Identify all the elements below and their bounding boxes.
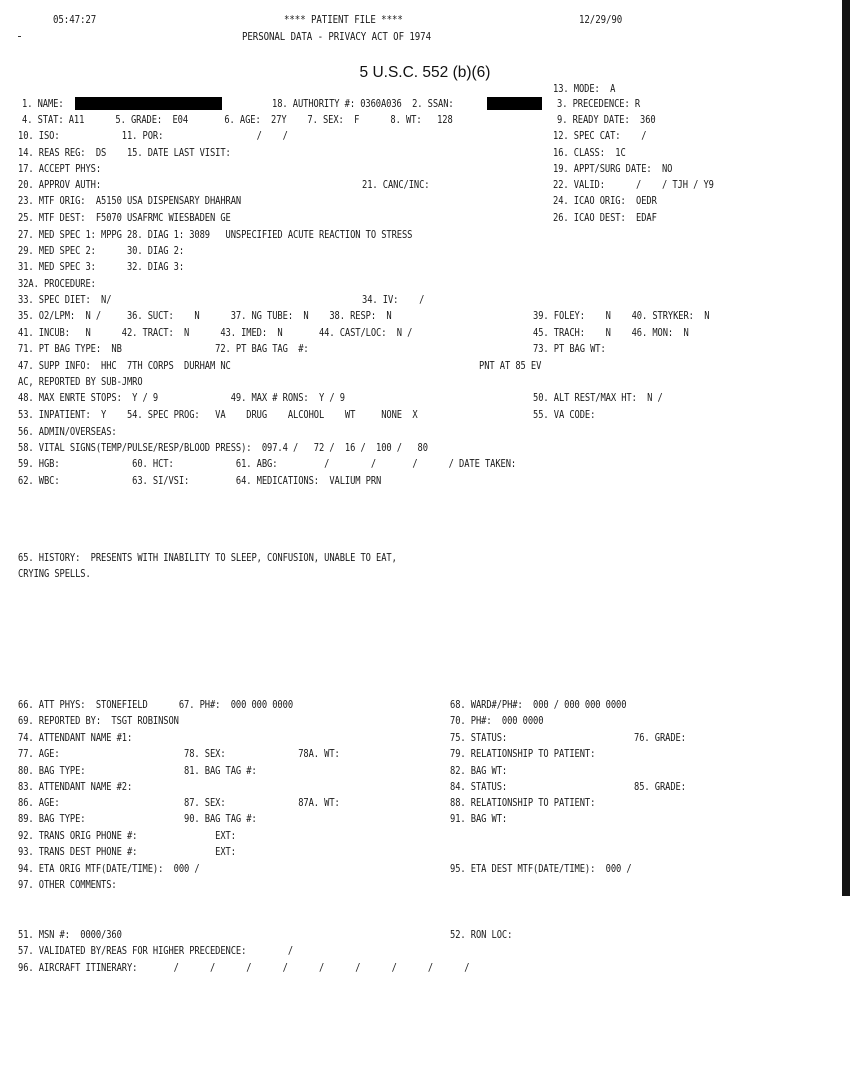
field-canc-inc: 21. CANC/INC: bbox=[362, 180, 430, 191]
field-trans-dest-phone: 93. TRANS DEST PHONE #: EXT: bbox=[18, 847, 236, 858]
field-reported-by: 69. REPORTED BY: TSGT ROBINSON bbox=[18, 716, 179, 727]
history-line-2: CRYING SPELLS. bbox=[18, 569, 91, 580]
field-name: 1. NAME: bbox=[22, 99, 64, 110]
field-iv: 34. IV: / bbox=[362, 295, 425, 306]
row-inpatient-spec-prog: 53. INPATIENT: Y 54. SPEC PROG: VA DRUG ALCOHOL WT NONE X bbox=[18, 410, 418, 421]
field-approv-auth: 20. APPROV AUTH: bbox=[18, 180, 102, 191]
row-attendant-2-age-sex: 86. AGE: 87. SEX: 87A. WT: bbox=[18, 798, 340, 809]
field-alt-rest: 50. ALT REST/MAX HT: N / bbox=[533, 393, 663, 404]
row-med-spec-1: 27. MED SPEC 1: MPPG 28. DIAG 1: 3089 UNSPECIFIED ACUTE REACTION TO STRESS bbox=[18, 230, 413, 241]
supp-info-continuation: PNT AT 85 EV bbox=[479, 361, 542, 372]
field-eta-orig: 94. ETA ORIG MTF(DATE/TIME): 000 / bbox=[18, 864, 200, 875]
field-msn: 51. MSN #: 0000/360 bbox=[18, 930, 122, 941]
field-valid: 22. VALID: / / TJH / Y9 bbox=[553, 180, 714, 191]
row-pt-bag: 71. PT BAG TYPE: NB 72. PT BAG TAG #: bbox=[18, 344, 309, 355]
field-attendant-2-relationship: 88. RELATIONSHIP TO PATIENT: bbox=[450, 798, 596, 809]
field-history: 65. HISTORY: PRESENTS WITH INABILITY TO SLEEP, CONFUSION, UNABLE TO EAT, bbox=[18, 553, 397, 564]
field-aircraft-itinerary: 96. AIRCRAFT ITINERARY: / / / / / / / / / bbox=[18, 963, 470, 974]
row-wbc-medications: 62. WBC: 63. SI/VSI: 64. MEDICATIONS: VALIUM PRN bbox=[18, 476, 382, 487]
field-attendant-1: 74. ATTENDANT NAME #1: bbox=[18, 733, 133, 744]
row-attendant-1-bag: 80. BAG TYPE: 81. BAG TAG #: bbox=[18, 766, 257, 777]
row-trach-mon: 45. TRACH: N 46. MON: N bbox=[533, 328, 689, 339]
field-attendant-1-grade: 76. GRADE: bbox=[634, 733, 686, 744]
stray-mark bbox=[18, 36, 21, 37]
row-incub-tract: 41. INCUB: N 42. TRACT: N 43. IMED: N 44. CAST/LOC: N / bbox=[18, 328, 413, 339]
supp-info-line-2: AC, REPORTED BY SUB-JMRO bbox=[18, 377, 143, 388]
row-hgb-hct-abg: 59. HGB: 60. HCT: 61. ABG: / / / / DATE TAKEN: bbox=[18, 459, 517, 470]
field-reporter-phone: 70. PH#: 000 0000 bbox=[450, 716, 544, 727]
row-med-spec-2: 29. MED SPEC 2: 30. DIAG 2: bbox=[18, 246, 185, 257]
row-foley-stryker: 39. FOLEY: N 40. STRYKER: N bbox=[533, 311, 710, 322]
row-max-enrte: 48. MAX ENRTE STOPS: Y / 9 49. MAX # RONS: Y / 9 bbox=[18, 393, 345, 404]
field-attendant-2-bag-wt: 91. BAG WT: bbox=[450, 814, 508, 825]
row-stat-grade-age: 4. STAT: A11 5. GRADE: E04 6. AGE: 27Y 7. SEX: F 8. WT: 128 bbox=[22, 115, 453, 126]
print-date: 12/29/90 bbox=[579, 14, 623, 26]
field-spec-cat: 12. SPEC CAT: / bbox=[553, 131, 647, 142]
field-authority-ssan: 18. AUTHORITY #: 0360A036 2. SSAN: bbox=[272, 99, 454, 110]
field-vital-signs: 58. VITAL SIGNS(TEMP/PULSE/RESP/BLOOD PRESS): 097.4 / 72 / 16 / 100 / 80 bbox=[18, 443, 428, 454]
field-procedure: 32A. PROCEDURE: bbox=[18, 279, 96, 290]
field-precedence: 3. PRECEDENCE: R bbox=[557, 99, 641, 110]
field-accept-phys: 17. ACCEPT PHYS: bbox=[18, 164, 102, 175]
field-appt-surg-date: 19. APPT/SURG DATE: NO bbox=[553, 164, 673, 175]
field-other-comments: 97. OTHER COMMENTS: bbox=[18, 880, 117, 891]
field-mode: 13. MODE: A bbox=[553, 84, 616, 95]
field-validated-by: 57. VALIDATED BY/REAS FOR HIGHER PRECEDENCE: / bbox=[18, 946, 294, 957]
row-attendant-1-age-sex: 77. AGE: 78. SEX: 78A. WT: bbox=[18, 749, 340, 760]
field-mtf-dest: 25. MTF DEST: F5070 USAFRMC WIESBADEN GE bbox=[18, 213, 231, 224]
field-attendant-1-relationship: 79. RELATIONSHIP TO PATIENT: bbox=[450, 749, 596, 760]
field-spec-diet: 33. SPEC DIET: N/ bbox=[18, 295, 112, 306]
row-med-spec-3: 31. MED SPEC 3: 32. DIAG 3: bbox=[18, 262, 185, 273]
field-attendant-2: 83. ATTENDANT NAME #2: bbox=[18, 782, 133, 793]
field-ready-date: 9. READY DATE: 360 bbox=[557, 115, 656, 126]
document-subtitle: PERSONAL DATA - PRIVACY ACT OF 1974 bbox=[242, 31, 431, 43]
field-trans-orig-phone: 92. TRANS ORIG PHONE #: EXT: bbox=[18, 831, 236, 842]
document-title: **** PATIENT FILE **** bbox=[284, 14, 403, 26]
field-class: 16. CLASS: 1C bbox=[553, 148, 626, 159]
field-pt-bag-wt: 73. PT BAG WT: bbox=[533, 344, 606, 355]
field-attendant-1-status: 75. STATUS: bbox=[450, 733, 508, 744]
field-attendant-1-bag-wt: 82. BAG WT: bbox=[450, 766, 508, 777]
field-supp-info: 47. SUPP INFO: HHC 7TH CORPS DURHAM NC bbox=[18, 361, 231, 372]
row-attendant-2-bag: 89. BAG TYPE: 90. BAG TAG #: bbox=[18, 814, 257, 825]
row-iso-por: 10. ISO: 11. POR: / / bbox=[18, 131, 288, 142]
field-attendant-2-grade: 85. GRADE: bbox=[634, 782, 686, 793]
field-eta-dest: 95. ETA DEST MTF(DATE/TIME): 000 / bbox=[450, 864, 632, 875]
field-attendant-2-status: 84. STATUS: bbox=[450, 782, 508, 793]
row-o2-suct-ngtube: 35. O2/LPM: N / 36. SUCT: N 37. NG TUBE: N 38. RESP: N bbox=[18, 311, 392, 322]
field-va-code: 55. VA CODE: bbox=[533, 410, 596, 421]
row-att-phys: 66. ATT PHYS: STONEFIELD 67. PH#: 000 000 0000 bbox=[18, 700, 294, 711]
row-reas-reg: 14. REAS REG: DS 15. DATE LAST VISIT: bbox=[18, 148, 231, 159]
foia-exemption-stamp: 5 U.S.C. 552 (b)(6) bbox=[359, 64, 491, 81]
scan-edge-gap bbox=[842, 896, 850, 1091]
field-icao-orig: 24. ICAO ORIG: OEDR bbox=[553, 196, 657, 207]
field-icao-dest: 26. ICAO DEST: EDAF bbox=[553, 213, 657, 224]
field-ward-phone: 68. WARD#/PH#: 000 / 000 000 0000 bbox=[450, 700, 627, 711]
redaction-bar-ssan bbox=[487, 97, 542, 110]
redaction-bar-name bbox=[75, 97, 222, 110]
field-mtf-orig: 23. MTF ORIG: A5150 USA DISPENSARY DHAHRAN bbox=[18, 196, 242, 207]
field-admin-overseas: 56. ADMIN/OVERSEAS: bbox=[18, 427, 117, 438]
field-ron-loc: 52. RON LOC: bbox=[450, 930, 513, 941]
print-time: 05:47:27 bbox=[53, 14, 97, 26]
